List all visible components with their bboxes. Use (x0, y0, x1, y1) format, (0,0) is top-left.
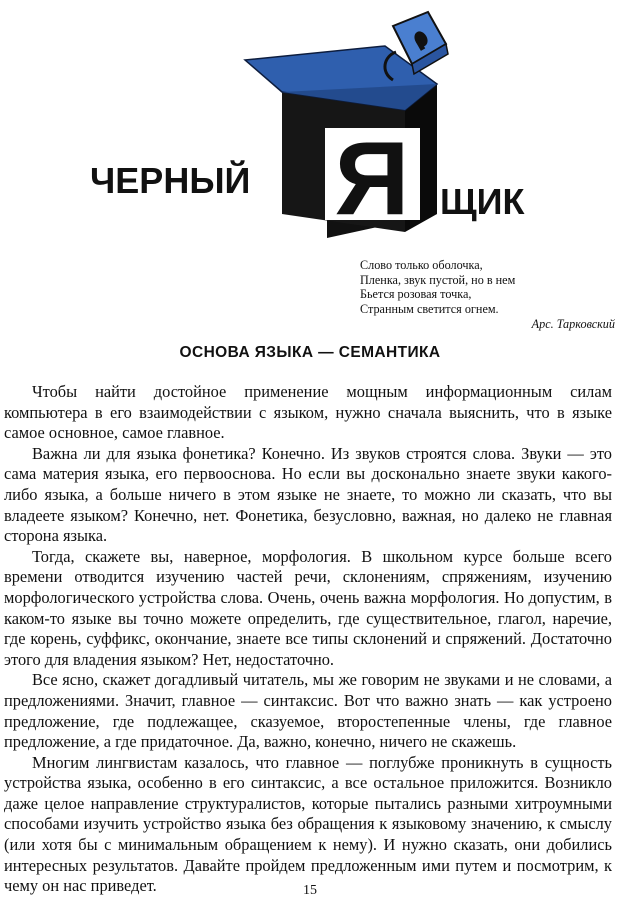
paragraph: Тогда, скажете вы, наверное, морфология. В школьном курсе больше всего времени отводится изучению частей речи, склонениям, спряжениям, изучению морфологического устройства слова. Очень, очень важна морфология. Но допустим, в каком-то языке вы точно можете определить, где существительное, глагол, наречие, где корень, суффикс, окончание, знаете все типы склонений и спряжений. Достаточно этого для владения языком? Нет, недостаточно. (4, 546, 612, 669)
title-word-left: ЧЕРНЫЙ (90, 160, 251, 201)
poem-line: Слово только оболочка, (360, 258, 483, 272)
title-letter: Я (334, 121, 410, 237)
page-number: 15 (303, 883, 317, 898)
paragraph: Все ясно, скажет догадливый читатель, мы же говорим не звуками и не словами, а предложениями. Значит, главное — синтаксис. Вот что важно знать — как устроено предложение, где подлежащее, сказуемое, второстепенные члены, где главное предложение, а где придаточное. Да, важно, конечно, ничего не скажешь. (4, 670, 612, 752)
poem-line: Странным светится огнем. (360, 301, 499, 316)
paragraph: Чтобы найти достойное применение мощным информационным силам компьютера в его взаимодействии с языком, нужно сначала выяснить, что в языке самое основное, самое главное. (4, 382, 612, 443)
section-heading: ОСНОВА ЯЗЫКА — СЕМАНТИКА (179, 344, 441, 361)
poem-author: Арс. Тарковский (531, 317, 615, 332)
paragraph: Важна ли для языка фонетика? Конечно. Из звуков строятся слова. Звуки — это сама материя языка, его первооснова. Но если вы досконально знаете звуки какого-либо языка, а больше ничего в этом языке не знаете, то можно ли сказать, что вы владеете языком? Конечно, нет. Фонетика, безусловно, важная, но далеко не главная сторона языка. (4, 443, 612, 546)
black-box-illustration (0, 0, 620, 250)
poem-line: Бьется розовая точка, (360, 287, 472, 302)
title-word-right: ЩИК (440, 181, 525, 222)
article-body (4, 382, 612, 897)
paragraph: Многим лингвистам казалось, что главное — поглубже проникнуть в сущность устройства языка, особенно в его синтаксис, а все остальное приложится. Возникло даже целое направление структуралистов, которые пытались разными хитроумными способами изучить устройство языка без обращения к языковому значению, к смыслу (или хотя бы с минимальным обращением к нему). И нужно сказать, они добились интересных результатов. Давайте пройдем предложенным ими путем и посмотрим, к чему он нас приведет. (4, 752, 612, 896)
epigraph (360, 258, 615, 332)
poem-line: Пленка, звук пустой, но в нем (360, 272, 516, 287)
